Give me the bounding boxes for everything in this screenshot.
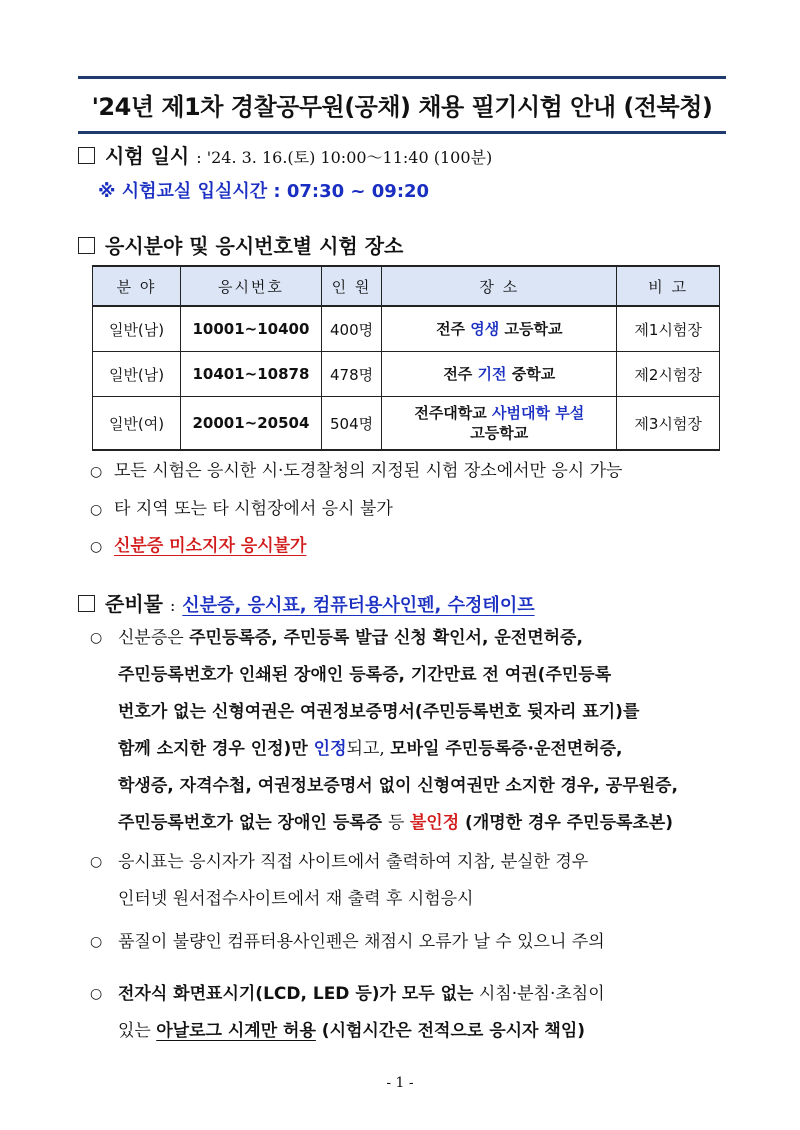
bullet-circle-icon: ○ bbox=[90, 934, 103, 950]
para-text-bold: (시험시간은 전적으로 응시자 책임) bbox=[315, 1021, 586, 1041]
note-text: 모든 시험은 응시한 시·도경찰청의 지정된 시험 장소에서만 응시 가능 bbox=[114, 461, 623, 481]
section-exam-date bbox=[78, 140, 492, 169]
row-numbers: 10001~10400 bbox=[181, 306, 322, 352]
note-text-warning: 신분증 미소지자 응시불가 bbox=[114, 536, 307, 556]
row-count: 400명 bbox=[321, 306, 382, 352]
para-text-accepted: 인정 bbox=[313, 739, 347, 759]
row-remark: 제2시험장 bbox=[617, 352, 720, 397]
entry-time-note: ※ 시험교실 입실시간 : 07:30 ~ 09:20 bbox=[98, 181, 430, 202]
para-line bbox=[90, 1013, 730, 1050]
para-line: 응시표는 응시자가 직접 사이트에서 출력하여 지참, 분실한 경우 bbox=[118, 852, 589, 872]
row-numbers: 20001~20504 bbox=[181, 397, 322, 451]
section-supplies bbox=[78, 588, 535, 617]
para-line bbox=[90, 620, 730, 657]
table-row bbox=[93, 397, 720, 451]
para-line bbox=[90, 976, 730, 1013]
para-text-bold: 전자식 화면표시기(LCD, LED 등)가 모두 없는 bbox=[118, 984, 474, 1004]
para-line: 번호가 없는 신형여권은 여권정보증명서(주민등록번호 뒷자리 표기)를 bbox=[118, 702, 640, 722]
para-text: 시침·분침·초침이 bbox=[473, 984, 605, 1004]
header-field: 분 야 bbox=[93, 266, 181, 306]
ticket-paragraph bbox=[90, 844, 730, 918]
location-part: 전주 bbox=[443, 365, 478, 383]
bullet-circle-icon: ○ bbox=[90, 464, 103, 480]
checkbox-square-icon bbox=[78, 595, 95, 612]
location-part: 고등학교 bbox=[499, 320, 563, 338]
note-text: 타 지역 또는 타 시험장에서 응시 불가 bbox=[114, 499, 393, 519]
page-title: '24년 제1차 경찰공무원(공채) 채용 필기시험 안내 (전북청) bbox=[91, 93, 713, 121]
header-location: 장 소 bbox=[382, 266, 617, 306]
supplies-items: 신분증, 응시표, 컴퓨터용사인펜, 수정테이프 bbox=[182, 595, 535, 616]
para-text-bold: (개명한 경우 주민등록초본) bbox=[459, 813, 674, 833]
note-item bbox=[90, 494, 393, 519]
location-highlight: 사범대학 부설 bbox=[492, 404, 585, 422]
header-numbers: 응시번호 bbox=[181, 266, 322, 306]
para-text: 있는 bbox=[118, 1021, 157, 1041]
supplies-colon: : bbox=[169, 596, 176, 615]
row-remark: 제1시험장 bbox=[617, 306, 720, 352]
exam-date-value: : '24. 3. 16.(토) 10:00～11:40 (100분) bbox=[196, 148, 493, 167]
supplies-label: 준비물 bbox=[105, 592, 163, 616]
para-line: 인터넷 원서접수사이트에서 재 출력 후 시험응시 bbox=[118, 889, 474, 909]
para-text-bold-underlined: 아날로그 시계만 허용 bbox=[156, 1021, 316, 1041]
para-line: 품질이 불량인 컴퓨터용사인펜은 채점시 오류가 날 수 있으니 주의 bbox=[118, 932, 605, 952]
para-line: 주민등록번호가 인쇄된 장애인 등록증, 기간만료 전 여권(주민등록 bbox=[118, 665, 612, 685]
para-text-bold: 주민등록증, 주민등록 발급 신청 확인서, 운전면허증, bbox=[189, 628, 583, 648]
row-field: 일반(여) bbox=[93, 397, 181, 451]
para-line bbox=[90, 805, 730, 842]
para-text-bold: 주민등록번호가 없는 장애인 등록증 bbox=[118, 813, 389, 833]
para-text-bold: 모바일 주민등록증·운전면허증, bbox=[390, 739, 623, 759]
location-highlight: 기전 bbox=[477, 365, 507, 383]
bullet-circle-icon: ○ bbox=[90, 502, 103, 518]
title-rule-bottom bbox=[78, 131, 726, 134]
note-item bbox=[90, 531, 306, 556]
exam-date-label: 시험 일시 bbox=[105, 144, 190, 168]
id-paragraph bbox=[90, 620, 730, 842]
row-remark: 제3시험장 bbox=[617, 397, 720, 451]
bullet-circle-icon: ○ bbox=[90, 630, 103, 646]
location-part: 전주 bbox=[436, 320, 471, 338]
para-text: 되고, bbox=[346, 739, 391, 759]
para-text-rejected: 불인정 bbox=[409, 813, 460, 833]
para-text: 신분증은 bbox=[118, 628, 190, 648]
row-location bbox=[382, 306, 617, 352]
para-text: 등 bbox=[388, 813, 410, 833]
header-count: 인 원 bbox=[321, 266, 382, 306]
para-line bbox=[90, 731, 730, 768]
page-number: - 1 - bbox=[386, 1075, 414, 1091]
title-block bbox=[78, 76, 726, 134]
bullet-circle-icon: ○ bbox=[90, 539, 103, 555]
checkbox-square-icon bbox=[78, 237, 95, 254]
bullet-circle-icon: ○ bbox=[90, 986, 103, 1002]
table-row bbox=[93, 306, 720, 352]
row-count: 478명 bbox=[321, 352, 382, 397]
bullet-circle-icon: ○ bbox=[90, 854, 103, 870]
location-part: 전주대학교 bbox=[414, 404, 493, 422]
row-count: 504명 bbox=[321, 397, 382, 451]
location-part: 고등학교 bbox=[470, 424, 529, 442]
row-field: 일반(남) bbox=[93, 352, 181, 397]
header-remark: 비 고 bbox=[617, 266, 720, 306]
checkbox-square-icon bbox=[78, 147, 95, 164]
row-numbers: 10401~10878 bbox=[181, 352, 322, 397]
table-row bbox=[93, 352, 720, 397]
section-venues bbox=[78, 230, 403, 259]
para-line: 학생증, 자격수첩, 여권정보증명서 없이 신형여권만 소지한 경우, 공무원증, bbox=[118, 776, 678, 796]
location-highlight: 영생 bbox=[470, 320, 500, 338]
para-text-bold: 함께 소지한 경우 인정)만 bbox=[118, 739, 314, 759]
venue-table bbox=[92, 265, 720, 451]
venues-label: 응시분야 및 응시번호별 시험 장소 bbox=[105, 234, 404, 258]
pen-note bbox=[90, 924, 730, 961]
row-location bbox=[382, 352, 617, 397]
table-header-row bbox=[93, 266, 720, 306]
row-location bbox=[382, 397, 617, 451]
row-field: 일반(남) bbox=[93, 306, 181, 352]
note-item bbox=[90, 456, 622, 481]
location-part: 중학교 bbox=[506, 365, 556, 383]
watch-paragraph bbox=[90, 976, 730, 1050]
